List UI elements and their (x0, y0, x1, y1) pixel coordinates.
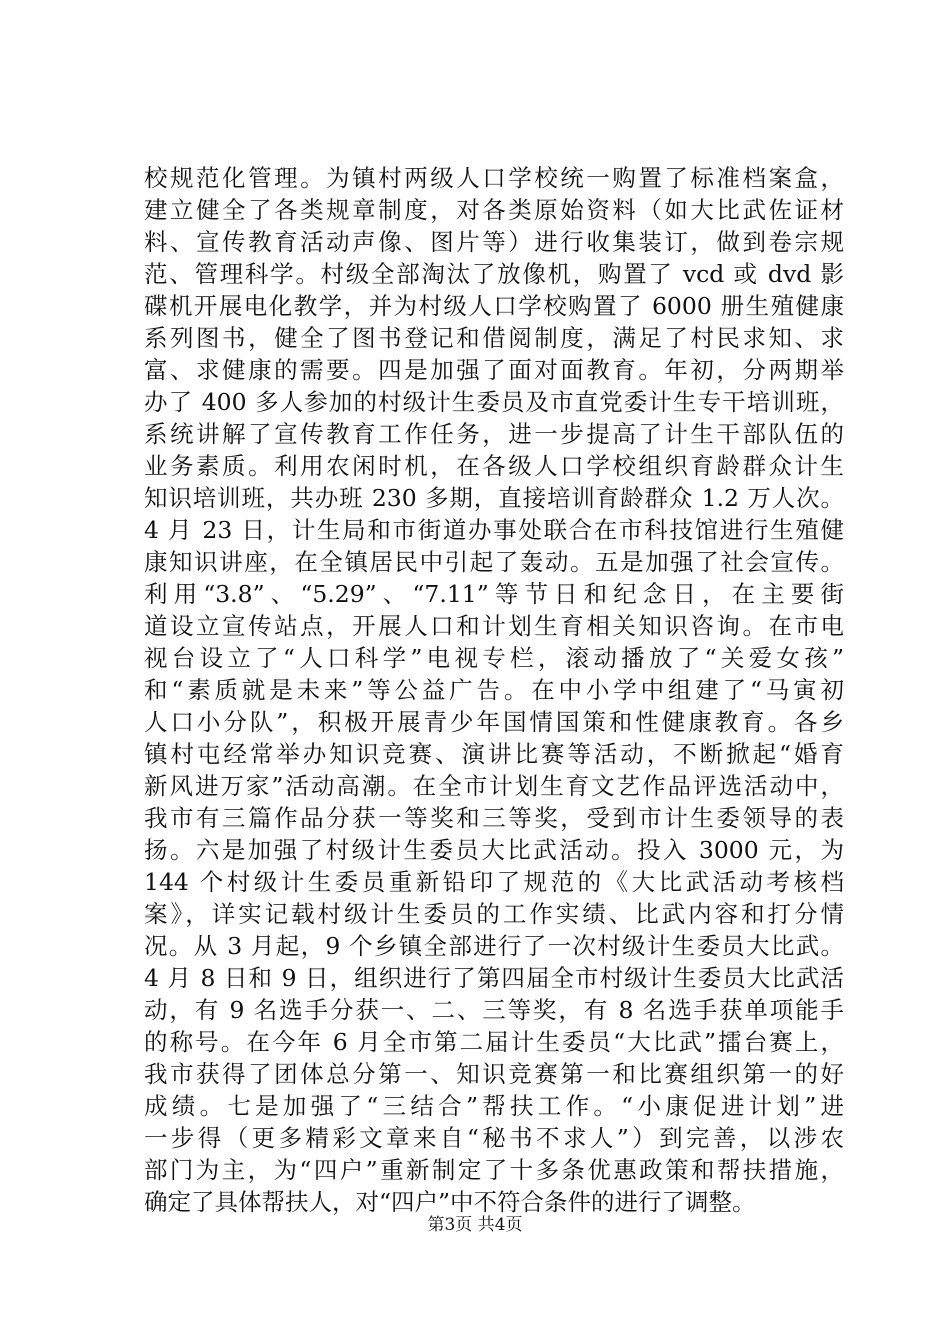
text-line: 富、求健康的需要。四是加强了面对面教育。年初，分两期举 (144, 356, 844, 384)
text-line: 建立健全了各类规章制度，对各类原始资料（如大比武佐证材 (144, 196, 844, 224)
text-line: 确定了具体帮扶人，对“四户”中不符合条件的进行了调整。 (144, 1188, 756, 1216)
text-line: 4 月 8 日和 9 日，组织进行了第四届全市村级计生委员大比武活 (144, 964, 844, 992)
text-line: 校规范化管理。为镇村两级人口学校统一购置了标准档案盒， (144, 164, 844, 192)
text-line: 视台设立了“人口科学”电视专栏，滚动播放了“关爱女孩” (144, 644, 844, 672)
text-line: 动，有 9 名选手分获一、二、三等奖，有 8 名选手获单项能手 (144, 996, 844, 1024)
text-line: 范、管理科学。村级全部淘汰了放像机，购置了 vcd 或 dvd 影 (144, 260, 844, 288)
text-line: 知识培训班，共办班 230 多期，直接培训育龄群众 1.2 万人次。 (144, 484, 844, 512)
page-number: 第3页 共4页 (427, 1215, 523, 1235)
text-line: 人口小分队”，积极开展青少年国情国策和性健康教育。各乡 (144, 708, 844, 736)
text-line: 康知识讲座，在全镇居民中引起了轰动。五是加强了社会宣传。 (144, 548, 844, 576)
text-line: 144 个村级计生委员重新铅印了规范的《大比武活动考核档 (144, 868, 844, 896)
text-line: 我市获得了团体总分第一、知识竞赛第一和比赛组织第一的好 (144, 1060, 844, 1088)
text-line: 利用“3.8”、“5.29”、“7.11”等节日和纪念日，在主要街 (144, 580, 844, 608)
text-line: 成绩。七是加强了“三结合”帮扶工作。“小康促进计划”进 (144, 1092, 844, 1120)
body-paragraph (144, 162, 844, 1218)
text-line: 料、宣传教育活动声像、图片等）进行收集装订，做到卷宗规 (144, 228, 844, 256)
text-line: 道设立宣传站点，开展人口和计划生育相关知识咨询。在市电 (144, 612, 844, 640)
text-line: 我市有三篇作品分获一等奖和三等奖，受到市计生委领导的表 (144, 804, 844, 832)
text-line: 系统讲解了宣传教育工作任务，进一步提高了计生干部队伍的 (144, 420, 844, 448)
text-line: 和“素质就是未来”等公益广告。在中小学中组建了“马寅初 (144, 676, 844, 704)
text-line: 案》，详实记载村级计生委员的工作实绩、比武内容和打分情 (144, 900, 844, 928)
text-line: 的称号。在今年 6 月全市第二届计生委员“大比武”擂台赛上， (144, 1028, 844, 1056)
text-line: 一步得（更多精彩文章来自“秘书不求人”）到完善，以涉农 (144, 1124, 844, 1152)
text-line: 扬。六是加强了村级计生委员大比武活动。投入 3000 元，为 (144, 836, 844, 864)
text-line: 镇村屯经常举办知识竞赛、演讲比赛等活动，不断掀起“婚育 (144, 740, 844, 768)
text-line: 新风进万家”活动高潮。在全市计划生育文艺作品评选活动中， (144, 772, 844, 800)
text-line: 业务素质。利用农闲时机，在各级人口学校组织育龄群众计生 (144, 452, 844, 480)
text-line: 4 月 23 日，计生局和市街道办事处联合在市科技馆进行生殖健 (144, 516, 844, 544)
text-line: 办了 400 多人参加的村级计生委员及市直党委计生专干培训班， (144, 388, 844, 416)
text-line: 部门为主，为“四户”重新制定了十多条优惠政策和帮扶措施， (144, 1156, 844, 1184)
text-line: 系列图书，健全了图书登记和借阅制度，满足了村民求知、求 (144, 324, 844, 352)
text-line: 碟机开展电化教学，并为村级人口学校购置了 6000 册生殖健康 (144, 292, 844, 320)
text-line: 况。从 3 月起，9 个乡镇全部进行了一次村级计生委员大比武。 (144, 932, 844, 960)
